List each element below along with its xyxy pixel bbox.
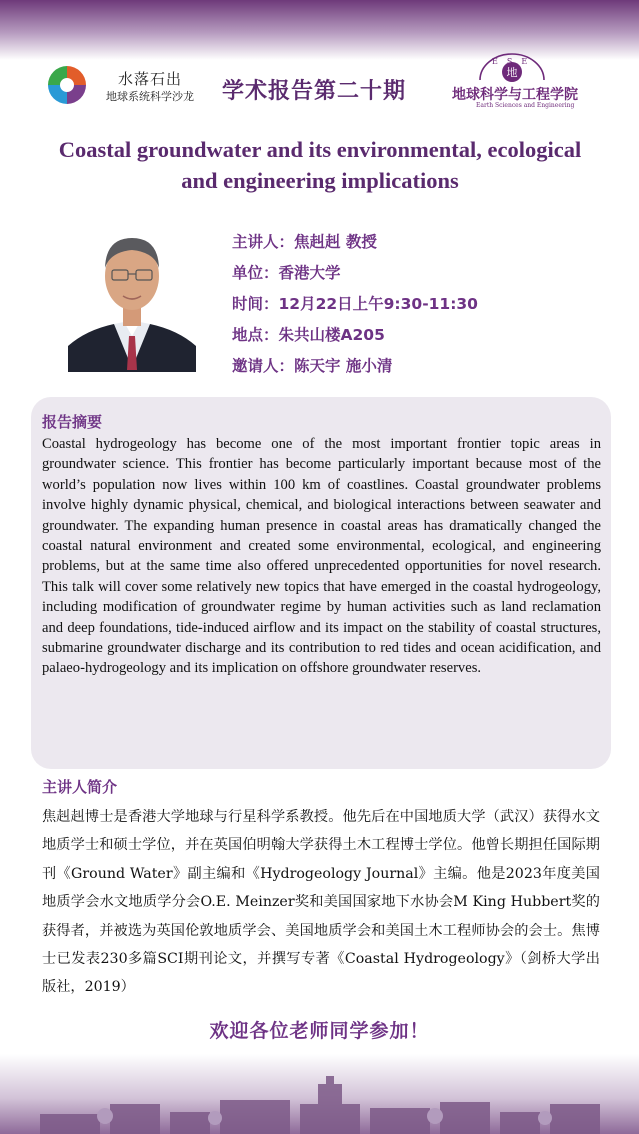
time-line: 时间：12月22日上午9:30-11:30 (232, 295, 478, 313)
abstract-body: Coastal hydrogeology has become one of the most important frontier topic areas in groundwater science. This frontier has become particularly important because most of the world’s population now lives within 100 km of coastlines. Coastal groundwater problems involve highly dynamic physical, chemical, and biological interactions between seawater and groundwater. The expanding human presence in coastal areas has dramatically changed the coastal natural environment and created some environmental, ecological, and engineering problems, but at the same time also offered unprecedented opportunities for novel research. This talk will cover some relatively new topics that have emerged in the coastal hydrogeology, including modification of groundwater regime by human activities such as land reclamation and deep foundations, tide-induced airflow and its impact on the stability of coastal structures, submarine groundwater discharge and its contribution to red tides and ocean acidification, and palaeo-hydrogeology and its implication on offshore groundwater reserves. (42, 436, 601, 677)
header (0, 56, 639, 116)
school-name-en: Earth Sciences and Engineering (476, 102, 575, 109)
salon-name: 水落石出 (118, 70, 183, 88)
school-logo-letters: ESE (492, 57, 537, 66)
affiliation-line: 单位：香港大学 (232, 264, 341, 282)
bio-heading: 主讲人简介 (42, 778, 118, 796)
talk-title (20, 134, 620, 196)
campus-skyline-icon (0, 1074, 639, 1134)
location-line: 地点：朱共山楼A205 (232, 326, 385, 344)
host-line: 邀请人：陈天宇 施小清 (232, 357, 393, 375)
svg-text:地: 地 (506, 66, 518, 79)
talk-title-line1: Coastal groundwater and its environmental, ecological (58, 137, 582, 162)
abstract-heading: 报告摘要 (42, 413, 103, 431)
speaker-portrait-image (68, 218, 196, 372)
salon-logo-icon (46, 64, 88, 106)
school-logo-icon (472, 50, 552, 86)
speaker-portrait (68, 218, 196, 372)
salon-subtitle: 地球系统科学沙龙 (106, 90, 194, 103)
welcome-message: 欢迎各位老师同学参加！ (209, 1020, 430, 1042)
talk-title-line2: and engineering implications (181, 168, 459, 193)
speaker-line: 主讲人：焦赳赳 教授 (232, 233, 377, 251)
bio-body: 焦赳赳博士是香港大学地球与行星科学系教授。他先后在中国地质大学（武汉）获得水文地质学士和硕士学位，并在英国伯明翰大学获得土木工程博士学位。他曾长期担任国际期刊《Ground Water》副主编和《Hydrogeology Journal》主编。他是2023年度美国地质学会水文地质学分会O.E. Meinzer奖和美国国家地下水协会M King Hubbert奖的获得者，并被选为英国伦敦地质学会、美国地质学会和美国土木工程师协会的会士。焦博士已发表230多篇SCI期刊论文，并撰写专著《Coastal Hydrogeology》（剑桥大学出版社，2019） (42, 809, 600, 996)
talk-info (232, 227, 478, 382)
school-name-cn: 地球科学与工程学院 (452, 87, 578, 103)
series-title: 学术报告第二十期 (222, 79, 407, 104)
